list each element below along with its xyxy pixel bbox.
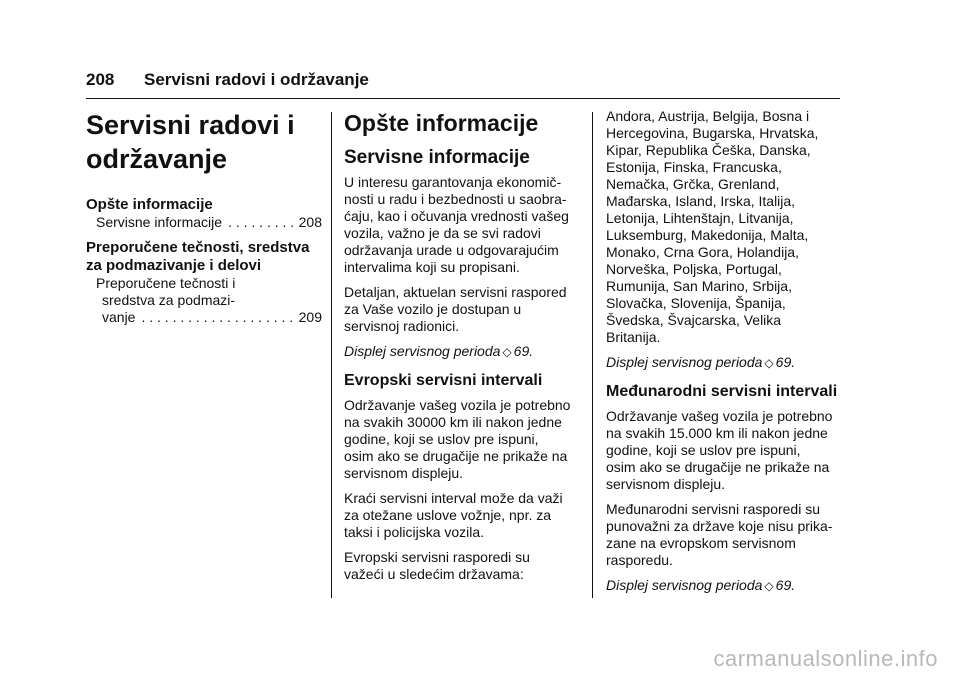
text-line: servisnom displeju.	[344, 465, 464, 481]
page-header	[86, 70, 369, 90]
text-line: Održavanje vašeg vozila je potrebno	[606, 408, 833, 424]
text-line: ćaju, kao i očuvanja vrednosti vašeg	[344, 208, 569, 224]
text-line: osim ako se drugačije ne prikaže na	[344, 448, 568, 464]
cross-reference-page: 69	[775, 577, 792, 593]
paragraph	[344, 549, 582, 583]
text-line: servisnoj radionici.	[344, 318, 460, 334]
text-line: Rumunija, San Marino, Srbija,	[606, 278, 792, 294]
text-line: važeći u sledećim državama:	[344, 566, 524, 582]
page-reference-icon: ◇	[764, 356, 774, 370]
toc-entry-line: Preporučene tečnosti i	[96, 275, 236, 291]
text-line: na svakih 15.000 km ili nakon jedne	[606, 425, 828, 441]
text-line: za Vaše vozilo je dostupan u	[344, 301, 522, 317]
text-line: Kraći servisni interval može da važi	[344, 490, 563, 506]
text-line: godine, koji se uslov pre ispuni,	[606, 442, 801, 458]
toc-leader-dots	[141, 309, 292, 326]
paragraph	[606, 408, 842, 493]
text-line: godine, koji se uslov pre ispuni,	[344, 431, 539, 447]
text-line: punovažni za države koje nisu prika-	[606, 518, 833, 534]
text-line: zane na evropskom servisnom	[606, 535, 796, 551]
content-column-2	[344, 108, 582, 583]
toc-entry-line: sredstva za podmazi-	[102, 292, 236, 308]
toc-entry-page: 209	[298, 309, 322, 325]
paragraph	[606, 501, 842, 569]
toc-entry-label: vanje	[102, 309, 136, 325]
text-line: servisnom displeju.	[606, 476, 726, 492]
cross-reference-text: Displej servisnog perioda	[606, 354, 763, 370]
column-divider-2	[592, 112, 593, 598]
text-line: Luksemburg, Makedonija, Malta,	[606, 227, 809, 243]
subsection-title: Međunarodni servisni intervali	[606, 383, 838, 400]
chapter-title	[86, 108, 322, 176]
text-line: Švedska, Švajcarska, Velika	[606, 312, 782, 328]
running-title: Servisni radovi i održavanje	[144, 70, 369, 89]
subsection-title: Servisne informacije	[344, 147, 530, 168]
toc-heading: Opšte informacije	[86, 196, 213, 213]
text-line: Slovačka, Slovenija, Španija,	[606, 295, 786, 311]
text-line: Međunarodni servisni rasporedi su	[606, 501, 820, 517]
page-reference-icon: ◇	[502, 345, 512, 359]
text-line: Mađarska, Island, Irska, Italija,	[606, 193, 796, 209]
column-divider-1	[331, 112, 332, 598]
text-line: Letonija, Lihtenštajn, Litvanija,	[606, 210, 794, 226]
text-line: nosti u radu i bezbednosti u saobra-	[344, 191, 567, 207]
text-line: za otežane uslove vožnje, npr. za	[344, 507, 552, 523]
paragraph	[344, 490, 582, 541]
text-line: Estonija, Finska, Francuska,	[606, 159, 782, 175]
cross-reference-page: 69	[513, 343, 530, 359]
chapter-title-line: održavanje	[86, 144, 228, 174]
text-line: rasporedu.	[606, 552, 673, 568]
paragraph	[344, 284, 582, 335]
toc-heading-line: za podmazivanje i delovi	[86, 257, 262, 274]
toc-heading-line: Preporučene tečnosti, sredstva	[86, 239, 310, 256]
text-line: na svakih 30000 km ili nakon jedne	[344, 414, 562, 430]
text-line: Održavanje vašeg vozila je potrebno	[344, 397, 571, 413]
text-line: Detaljan, aktuelan servisni raspored	[344, 284, 567, 300]
cross-reference-text: Displej servisnog perioda	[606, 577, 763, 593]
cross-reference[interactable]: Displej servisnog perioda ◇ 69.	[344, 343, 534, 359]
text-line: intervalima koji su propisani.	[344, 259, 520, 275]
chapter-toc	[86, 108, 322, 326]
watermark: carmanualsonline.info	[713, 646, 938, 671]
subsection-title: Evropski servisni intervali	[344, 372, 543, 389]
toc-leader-dots	[228, 214, 293, 231]
text-line: Hercegovina, Bugarska, Hrvatska,	[606, 125, 819, 141]
text-line: U interesu garantovanja ekonomič-	[344, 174, 562, 190]
cross-reference[interactable]: Displej servisnog perioda ◇ 69.	[606, 577, 796, 593]
text-line: Evropski servisni rasporedi su	[344, 549, 530, 565]
toc-entry[interactable]	[86, 275, 322, 326]
paragraph	[344, 397, 582, 482]
section-title: Opšte informacije	[344, 110, 539, 136]
text-line: vozila, važno je da se svi radovi	[344, 225, 541, 241]
page-reference-icon: ◇	[764, 579, 774, 593]
text-line: Britanija.	[606, 329, 661, 345]
page-number: 208	[86, 70, 115, 89]
text-line: taksi i policijska vozila.	[344, 524, 485, 540]
toc-entry-label: Servisne informacije	[96, 214, 223, 230]
paragraph-country-list	[606, 108, 842, 346]
paragraph	[344, 174, 582, 276]
cross-reference-page: 69	[775, 354, 792, 370]
cross-reference[interactable]: Displej servisnog perioda ◇ 69.	[606, 354, 796, 370]
text-line: Nemačka, Grčka, Grenland,	[606, 176, 780, 192]
text-line: osim ako se drugačije ne prikaže na	[606, 459, 830, 475]
toc-entry-page: 208	[298, 214, 322, 230]
cross-reference-text: Displej servisnog perioda	[344, 343, 501, 359]
header-divider	[86, 98, 840, 99]
text-line: Monako, Crna Gora, Holandija,	[606, 244, 799, 260]
text-line: Andora, Austrija, Belgija, Bosna i	[606, 108, 810, 124]
toc-heading	[86, 239, 322, 275]
text-line: Norveška, Poljska, Portugal,	[606, 261, 782, 277]
content-column-3	[606, 108, 842, 595]
toc-entry[interactable]	[86, 214, 322, 231]
text-line: Kipar, Republika Češka, Danska,	[606, 142, 811, 158]
text-line: održavanja urade u odgovarajućim	[344, 242, 559, 258]
chapter-title-line: Servisni radovi i	[86, 110, 295, 140]
